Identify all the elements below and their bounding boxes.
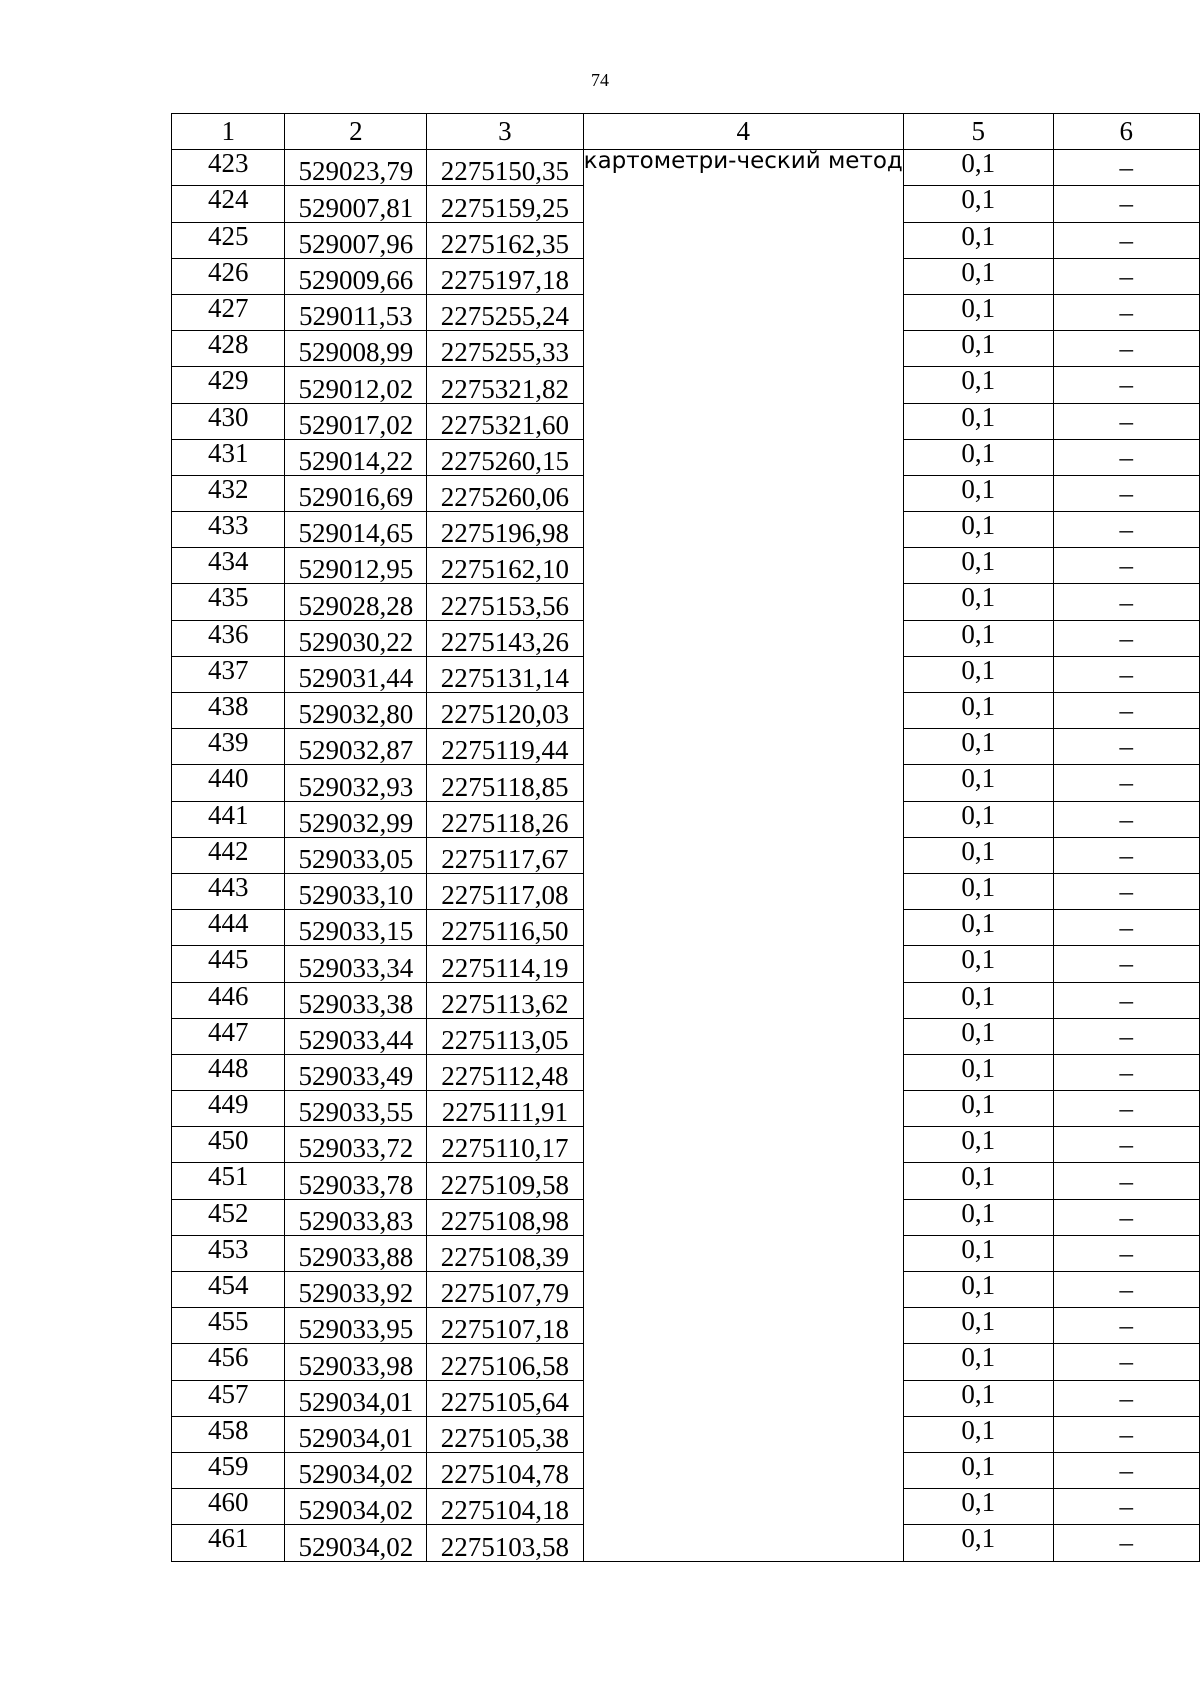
x-coordinate-cell: 529012,95	[285, 548, 427, 584]
x-coordinate-cell: 529017,02	[285, 403, 427, 439]
accuracy-cell: 0,1	[903, 1199, 1053, 1235]
accuracy-cell: 0,1	[903, 1091, 1053, 1127]
y-coordinate-cell: 2275260,15	[427, 439, 583, 475]
point-number-cell: 450	[172, 1127, 285, 1163]
column-header-5: 5	[903, 114, 1053, 150]
note-cell: –	[1053, 1416, 1199, 1452]
y-coordinate-cell: 2275120,03	[427, 693, 583, 729]
note-cell: –	[1053, 475, 1199, 511]
x-coordinate-cell: 529011,53	[285, 294, 427, 330]
y-coordinate-cell: 2275103,58	[427, 1525, 583, 1561]
x-coordinate-cell: 529033,44	[285, 1018, 427, 1054]
x-coordinate-cell: 529033,88	[285, 1235, 427, 1271]
point-number-cell: 429	[172, 367, 285, 403]
x-coordinate-cell: 529034,02	[285, 1452, 427, 1488]
x-coordinate-cell: 529031,44	[285, 656, 427, 692]
y-coordinate-cell: 2275143,26	[427, 620, 583, 656]
accuracy-cell: 0,1	[903, 982, 1053, 1018]
y-coordinate-cell: 2275162,35	[427, 222, 583, 258]
note-cell: –	[1053, 1235, 1199, 1271]
x-coordinate-cell: 529033,38	[285, 982, 427, 1018]
point-number-cell: 436	[172, 620, 285, 656]
accuracy-cell: 0,1	[903, 620, 1053, 656]
note-cell: –	[1053, 1452, 1199, 1488]
x-coordinate-cell: 529012,02	[285, 367, 427, 403]
accuracy-cell: 0,1	[903, 1018, 1053, 1054]
accuracy-cell: 0,1	[903, 873, 1053, 909]
y-coordinate-cell: 2275150,35	[427, 150, 583, 186]
point-number-cell: 449	[172, 1091, 285, 1127]
note-cell: –	[1053, 548, 1199, 584]
accuracy-cell: 0,1	[903, 1525, 1053, 1561]
accuracy-cell: 0,1	[903, 548, 1053, 584]
point-number-cell: 434	[172, 548, 285, 584]
x-coordinate-cell: 529033,15	[285, 910, 427, 946]
note-cell: –	[1053, 1199, 1199, 1235]
accuracy-cell: 0,1	[903, 1127, 1053, 1163]
x-coordinate-cell: 529033,49	[285, 1054, 427, 1090]
accuracy-cell: 0,1	[903, 1344, 1053, 1380]
column-header-2: 2	[285, 114, 427, 150]
note-cell: –	[1053, 1344, 1199, 1380]
note-cell: –	[1053, 656, 1199, 692]
accuracy-cell: 0,1	[903, 1163, 1053, 1199]
point-number-cell: 431	[172, 439, 285, 475]
y-coordinate-cell: 2275113,62	[427, 982, 583, 1018]
x-coordinate-cell: 529009,66	[285, 258, 427, 294]
y-coordinate-cell: 2275321,82	[427, 367, 583, 403]
point-number-cell: 460	[172, 1489, 285, 1525]
y-coordinate-cell: 2275107,79	[427, 1272, 583, 1308]
x-coordinate-cell: 529034,01	[285, 1380, 427, 1416]
y-coordinate-cell: 2275105,38	[427, 1416, 583, 1452]
column-header-4: 4	[583, 114, 903, 150]
column-header-6: 6	[1053, 114, 1199, 150]
y-coordinate-cell: 2275108,39	[427, 1235, 583, 1271]
y-coordinate-cell: 2275117,67	[427, 837, 583, 873]
note-cell: –	[1053, 1380, 1199, 1416]
x-coordinate-cell: 529023,79	[285, 150, 427, 186]
accuracy-cell: 0,1	[903, 729, 1053, 765]
x-coordinate-cell: 529033,72	[285, 1127, 427, 1163]
point-number-cell: 446	[172, 982, 285, 1018]
note-cell: –	[1053, 1163, 1199, 1199]
point-number-cell: 452	[172, 1199, 285, 1235]
note-cell: –	[1053, 1525, 1199, 1561]
point-number-cell: 454	[172, 1272, 285, 1308]
accuracy-cell: 0,1	[903, 1308, 1053, 1344]
point-number-cell: 437	[172, 656, 285, 692]
x-coordinate-cell: 529034,01	[285, 1416, 427, 1452]
accuracy-cell: 0,1	[903, 910, 1053, 946]
y-coordinate-cell: 2275107,18	[427, 1308, 583, 1344]
point-number-cell: 457	[172, 1380, 285, 1416]
note-cell: –	[1053, 1054, 1199, 1090]
y-coordinate-cell: 2275111,91	[427, 1091, 583, 1127]
point-number-cell: 442	[172, 837, 285, 873]
x-coordinate-cell: 529008,99	[285, 331, 427, 367]
accuracy-cell: 0,1	[903, 584, 1053, 620]
accuracy-cell: 0,1	[903, 801, 1053, 837]
y-coordinate-cell: 2275118,85	[427, 765, 583, 801]
note-cell: –	[1053, 910, 1199, 946]
x-coordinate-cell: 529032,93	[285, 765, 427, 801]
x-coordinate-cell: 529032,87	[285, 729, 427, 765]
accuracy-cell: 0,1	[903, 656, 1053, 692]
accuracy-cell: 0,1	[903, 150, 1053, 186]
point-number-cell: 432	[172, 475, 285, 511]
accuracy-cell: 0,1	[903, 512, 1053, 548]
accuracy-cell: 0,1	[903, 439, 1053, 475]
point-number-cell: 435	[172, 584, 285, 620]
header-row	[172, 114, 1200, 150]
accuracy-cell: 0,1	[903, 837, 1053, 873]
point-number-cell: 458	[172, 1416, 285, 1452]
accuracy-cell: 0,1	[903, 693, 1053, 729]
y-coordinate-cell: 2275109,58	[427, 1163, 583, 1199]
x-coordinate-cell: 529014,65	[285, 512, 427, 548]
accuracy-cell: 0,1	[903, 367, 1053, 403]
x-coordinate-cell: 529033,92	[285, 1272, 427, 1308]
note-cell: –	[1053, 439, 1199, 475]
accuracy-cell: 0,1	[903, 1380, 1053, 1416]
table-row	[172, 150, 1200, 186]
note-cell: –	[1053, 1272, 1199, 1308]
point-number-cell: 461	[172, 1525, 285, 1561]
column-header-3: 3	[427, 114, 583, 150]
note-cell: –	[1053, 765, 1199, 801]
x-coordinate-cell: 529034,02	[285, 1525, 427, 1561]
point-number-cell: 438	[172, 693, 285, 729]
table-header	[172, 114, 1200, 150]
point-number-cell: 424	[172, 186, 285, 222]
x-coordinate-cell: 529007,81	[285, 186, 427, 222]
y-coordinate-cell: 2275110,17	[427, 1127, 583, 1163]
y-coordinate-cell: 2275255,24	[427, 294, 583, 330]
note-cell: –	[1053, 693, 1199, 729]
y-coordinate-cell: 2275131,14	[427, 656, 583, 692]
y-coordinate-cell: 2275116,50	[427, 910, 583, 946]
y-coordinate-cell: 2275153,56	[427, 584, 583, 620]
note-cell: –	[1053, 222, 1199, 258]
note-cell: –	[1053, 801, 1199, 837]
x-coordinate-cell: 529033,95	[285, 1308, 427, 1344]
point-number-cell: 427	[172, 294, 285, 330]
point-number-cell: 433	[172, 512, 285, 548]
x-coordinate-cell: 529033,34	[285, 946, 427, 982]
note-cell: –	[1053, 982, 1199, 1018]
note-cell: –	[1053, 873, 1199, 909]
y-coordinate-cell: 2275159,25	[427, 186, 583, 222]
y-coordinate-cell: 2275104,18	[427, 1489, 583, 1525]
x-coordinate-cell: 529032,99	[285, 801, 427, 837]
note-cell: –	[1053, 367, 1199, 403]
note-cell: –	[1053, 294, 1199, 330]
accuracy-cell: 0,1	[903, 1054, 1053, 1090]
y-coordinate-cell: 2275106,58	[427, 1344, 583, 1380]
point-number-cell: 440	[172, 765, 285, 801]
note-cell: –	[1053, 403, 1199, 439]
accuracy-cell: 0,1	[903, 1452, 1053, 1488]
note-cell: –	[1053, 946, 1199, 982]
y-coordinate-cell: 2275196,98	[427, 512, 583, 548]
x-coordinate-cell: 529016,69	[285, 475, 427, 511]
y-coordinate-cell: 2275112,48	[427, 1054, 583, 1090]
note-cell: –	[1053, 584, 1199, 620]
accuracy-cell: 0,1	[903, 258, 1053, 294]
note-cell: –	[1053, 186, 1199, 222]
table-body	[172, 150, 1200, 1561]
point-number-cell: 426	[172, 258, 285, 294]
note-cell: –	[1053, 1308, 1199, 1344]
point-number-cell: 443	[172, 873, 285, 909]
x-coordinate-cell: 529034,02	[285, 1489, 427, 1525]
page-number: 74	[591, 70, 609, 90]
x-coordinate-cell: 529032,80	[285, 693, 427, 729]
y-coordinate-cell: 2275104,78	[427, 1452, 583, 1488]
note-cell: –	[1053, 620, 1199, 656]
y-coordinate-cell: 2275197,18	[427, 258, 583, 294]
note-cell: –	[1053, 150, 1199, 186]
y-coordinate-cell: 2275255,33	[427, 331, 583, 367]
note-cell: –	[1053, 1489, 1199, 1525]
accuracy-cell: 0,1	[903, 765, 1053, 801]
y-coordinate-cell: 2275162,10	[427, 548, 583, 584]
y-coordinate-cell: 2275108,98	[427, 1199, 583, 1235]
y-coordinate-cell: 2275114,19	[427, 946, 583, 982]
method-cell: картометри-ческий метод	[583, 150, 903, 1561]
accuracy-cell: 0,1	[903, 946, 1053, 982]
point-number-cell: 441	[172, 801, 285, 837]
point-number-cell: 444	[172, 910, 285, 946]
x-coordinate-cell: 529030,22	[285, 620, 427, 656]
point-number-cell: 445	[172, 946, 285, 982]
point-number-cell: 455	[172, 1308, 285, 1344]
y-coordinate-cell: 2275117,08	[427, 873, 583, 909]
note-cell: –	[1053, 729, 1199, 765]
y-coordinate-cell: 2275105,64	[427, 1380, 583, 1416]
accuracy-cell: 0,1	[903, 1489, 1053, 1525]
note-cell: –	[1053, 837, 1199, 873]
note-cell: –	[1053, 331, 1199, 367]
point-number-cell: 428	[172, 331, 285, 367]
y-coordinate-cell: 2275118,26	[427, 801, 583, 837]
accuracy-cell: 0,1	[903, 475, 1053, 511]
point-number-cell: 439	[172, 729, 285, 765]
accuracy-cell: 0,1	[903, 186, 1053, 222]
point-number-cell: 423	[172, 150, 285, 186]
column-header-1: 1	[172, 114, 285, 150]
y-coordinate-cell: 2275119,44	[427, 729, 583, 765]
point-number-cell: 425	[172, 222, 285, 258]
x-coordinate-cell: 529007,96	[285, 222, 427, 258]
point-number-cell: 456	[172, 1344, 285, 1380]
x-coordinate-cell: 529033,78	[285, 1163, 427, 1199]
point-number-cell: 451	[172, 1163, 285, 1199]
note-cell: –	[1053, 1091, 1199, 1127]
point-number-cell: 453	[172, 1235, 285, 1271]
accuracy-cell: 0,1	[903, 331, 1053, 367]
accuracy-cell: 0,1	[903, 1272, 1053, 1308]
point-number-cell: 459	[172, 1452, 285, 1488]
accuracy-cell: 0,1	[903, 294, 1053, 330]
note-cell: –	[1053, 1127, 1199, 1163]
x-coordinate-cell: 529033,55	[285, 1091, 427, 1127]
point-number-cell: 447	[172, 1018, 285, 1054]
note-cell: –	[1053, 512, 1199, 548]
x-coordinate-cell: 529014,22	[285, 439, 427, 475]
note-cell: –	[1053, 258, 1199, 294]
x-coordinate-cell: 529033,05	[285, 837, 427, 873]
x-coordinate-cell: 529033,83	[285, 1199, 427, 1235]
point-number-cell: 448	[172, 1054, 285, 1090]
accuracy-cell: 0,1	[903, 222, 1053, 258]
coordinates-table	[171, 113, 1200, 1562]
x-coordinate-cell: 529033,98	[285, 1344, 427, 1380]
y-coordinate-cell: 2275260,06	[427, 475, 583, 511]
note-cell: –	[1053, 1018, 1199, 1054]
y-coordinate-cell: 2275321,60	[427, 403, 583, 439]
x-coordinate-cell: 529028,28	[285, 584, 427, 620]
point-number-cell: 430	[172, 403, 285, 439]
x-coordinate-cell: 529033,10	[285, 873, 427, 909]
accuracy-cell: 0,1	[903, 1235, 1053, 1271]
accuracy-cell: 0,1	[903, 1416, 1053, 1452]
accuracy-cell: 0,1	[903, 403, 1053, 439]
y-coordinate-cell: 2275113,05	[427, 1018, 583, 1054]
